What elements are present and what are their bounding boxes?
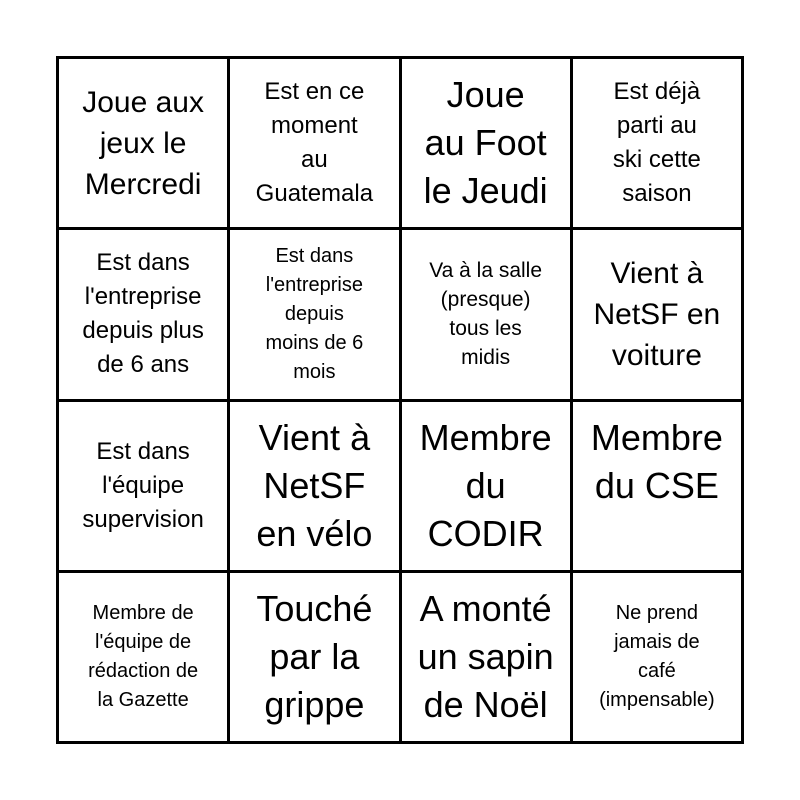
bingo-cell-r2c2[interactable] [230, 230, 401, 401]
bingo-cell-r3c4[interactable] [573, 402, 744, 573]
bingo-cell-r2c3[interactable] [402, 230, 573, 401]
bingo-cell-r1c3[interactable] [402, 59, 573, 230]
bingo-cell-r1c2[interactable] [230, 59, 401, 230]
bingo-cell-text: Membre de l'équipe de rédaction de la Gazette [88, 601, 199, 711]
bingo-cell-text: Joue aux jeux le Mercredi [82, 85, 204, 201]
bingo-cell-text: Vient à NetSF en vélo [256, 416, 373, 554]
bingo-cell-text: Est dans l'entreprise depuis plus de 6 ans [82, 249, 204, 379]
bingo-cell-text: Touché par la grippe [256, 587, 373, 725]
bingo-cell-r3c1[interactable] [59, 402, 230, 573]
bingo-cell-text: A monté un sapin de Noël [417, 587, 554, 725]
bingo-cell-r4c3[interactable] [402, 573, 573, 744]
bingo-cell-text: Vient à NetSF en voiture [593, 256, 721, 372]
bingo-cell-r3c2[interactable] [230, 402, 401, 573]
bingo-cell-text: Ne prend jamais de café (impensable) [599, 601, 715, 711]
bingo-cell-r4c1[interactable] [59, 573, 230, 744]
bingo-cell-text: Est déjà parti au ski cette saison [612, 78, 701, 208]
bingo-cell-r1c4[interactable] [573, 59, 744, 230]
bingo-cell-text: Est dans l'entreprise depuis moins de 6 mois [265, 244, 364, 383]
bingo-cell-text: Est en ce moment au Guatemala [255, 78, 374, 208]
bingo-cell-r4c2[interactable] [230, 573, 401, 744]
bingo-cell-r2c1[interactable] [59, 230, 230, 401]
bingo-cell-text: Membre du CSE [590, 416, 723, 506]
bingo-cell-text: Va à la salle (presque) tous les midis [429, 259, 543, 370]
bingo-cell-text: Est dans l'équipe supervision [82, 437, 204, 533]
bingo-cell-r4c4[interactable] [573, 573, 744, 744]
bingo-cell-text: Membre du CODIR [419, 416, 552, 554]
bingo-board [56, 56, 744, 744]
bingo-cell-text: Joue au Foot le Jeudi [423, 74, 548, 212]
bingo-cell-r3c3[interactable] [402, 402, 573, 573]
bingo-cell-r2c4[interactable] [573, 230, 744, 401]
bingo-cell-r1c1[interactable] [59, 59, 230, 230]
